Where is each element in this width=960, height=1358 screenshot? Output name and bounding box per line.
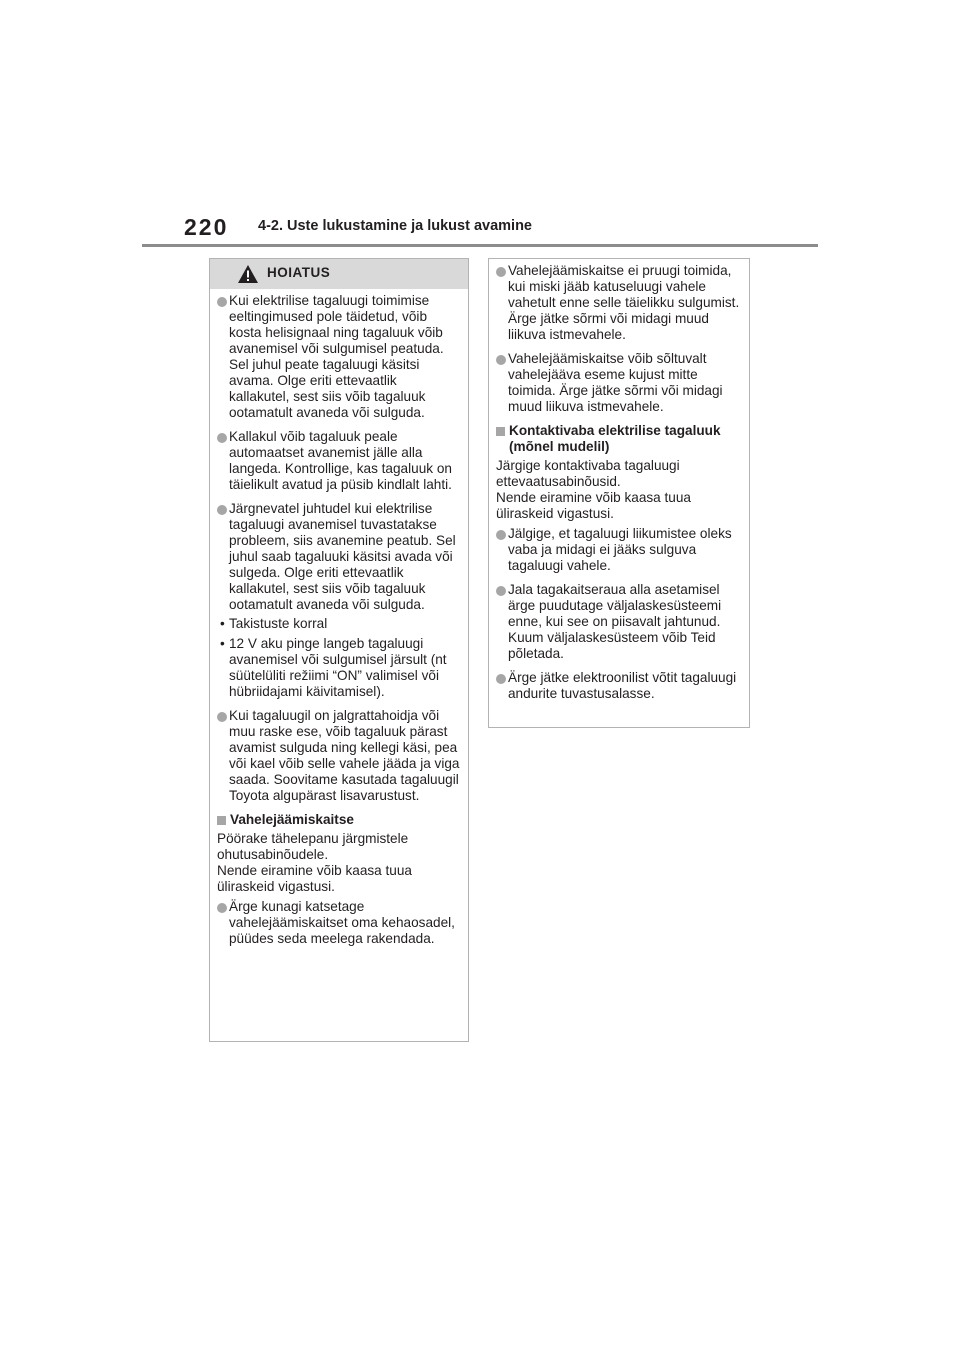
bullet-dot-icon	[496, 355, 506, 365]
section-title: 4-2. Uste lukustamine ja lukust avamine	[258, 218, 532, 234]
list-item	[496, 582, 741, 662]
list-item-text: Jala tagakaitseraua alla asetamisel ärge puudutage väljalaskesüsteemi enne, kui see on piisavalt jahtunud. Kuum väljalaskesüsteem võib Teid põletada.	[508, 582, 722, 661]
list-item	[496, 670, 741, 702]
list-item-text: Vahelejäämiskaitse ei pruugi toimida, kui miski jääb katuseluugi vahele vahetult enne selle täielikku sulgumist. Ärge jätke sõrmi või midagi muud liikuva istmevahele.	[508, 263, 740, 342]
sub-bullet-marker: •	[220, 636, 225, 651]
list-item	[496, 526, 741, 574]
bullet-dot-icon	[496, 530, 506, 540]
section-heading	[496, 423, 741, 455]
list-item-text: Ärge kunagi katsetage vahelejäämiskaitset oma kehaosadel, püüdes seda meelega rakendada.	[229, 899, 455, 946]
warning-content-left	[210, 289, 468, 947]
list-item	[217, 293, 460, 421]
list-item	[217, 501, 460, 613]
paragraph	[217, 831, 460, 895]
sub-list-item-text: 12 V aku pinge langeb tagaluugi avanemisel või sulgumisel järsult (nt süütelüliti režiimi “ON” valimisel või hübriidajami käivitamisel).	[229, 636, 447, 699]
warning-box-left	[209, 258, 469, 1042]
list-item-text: Ärge jätke elektroonilist võtit tagaluugi andurite tuvastusalasse.	[508, 670, 737, 701]
square-bullet-icon	[496, 427, 505, 436]
warning-triangle-icon	[237, 264, 259, 284]
section-heading	[217, 812, 460, 828]
list-item	[217, 429, 460, 493]
bullet-dot-icon	[496, 586, 506, 596]
paragraph-line: Pöörake tähelepanu järgmistele ohutusabinõudele.	[217, 831, 409, 862]
bullet-dot-icon	[496, 267, 506, 277]
square-bullet-icon	[217, 816, 226, 825]
warning-title: HOIATUS	[267, 265, 331, 280]
list-item	[496, 263, 741, 343]
sub-list-item	[217, 636, 460, 700]
list-item-text: Kui tagaluugil on jalgrattahoidja või muu raske ese, võib tagaluuk pärast avamist sulguda ning kellegi käsi, pea või kael võib selle vahele jääda ja viga saada. Soovitame kasutada tagaluugil Toyota algupärast lisavarustust.	[229, 708, 460, 803]
list-item	[496, 351, 741, 415]
list-item-text: Jälgige, et tagaluugi liikumistee oleks vaba ja midagi ei jääks sulguva tagaluugi vahele.	[508, 526, 732, 573]
warning-content-right	[489, 259, 749, 702]
section-heading-text: Vahelejäämiskaitse	[230, 812, 354, 827]
list-item-text: Järgnevatel juhtudel kui elektrilise tagaluugi avanemisel tuvastatakse probleem, siis avanemine peatub. Sel juhul saab tagaluuki käsitsi avada või sulgeda. Olge eriti ettevaatlik kallakutel, sest siis võib tagaluuk ootamatult avaneda või sulguda.	[229, 501, 456, 612]
header-divider	[142, 244, 818, 247]
list-item	[217, 899, 460, 947]
warning-header	[210, 259, 468, 289]
bullet-dot-icon	[217, 505, 227, 515]
bullet-dot-icon	[217, 433, 227, 443]
bullet-dot-icon	[217, 297, 227, 307]
paragraph-line: Järgige kontaktivaba tagaluugi ettevaatusabinõusid.	[496, 458, 680, 489]
list-item-text: Kallakul võib tagaluuk peale automaatset avanemist jälle alla langeda. Kontrollige, kas tagaluuk on täielikult avatud ja püsib kindlalt lahti.	[229, 429, 452, 492]
section-heading-text: Kontaktivaba elektrilise tagaluuk (mõnel mudelil)	[509, 423, 721, 454]
paragraph	[496, 458, 741, 522]
sub-bullet-marker: •	[220, 616, 225, 631]
sub-list-item	[217, 616, 460, 632]
list-item-text: Kui elektrilise tagaluugi toimimise eeltingimused pole täidetud, võib kosta helisignaal ning tagaluuk võib avanemisel või sulgumisel peatuda. Sel juhul peate tagaluugi käsitsi avama. Olge eriti ettevaatlik kallakutel, sest siis võib tagaluuk ootamatult avaneda või sulguda.	[229, 293, 444, 420]
paragraph-line: Nende eiramine võib kaasa tuua üliraskeid vigastusi.	[496, 490, 691, 521]
list-item-text: Vahelejäämiskaitse võib sõltuvalt vahelejääva eseme kujust mitte toimida. Ärge jätke sõrmi või midagi muud liikuva istmevahele.	[508, 351, 723, 414]
list-item	[217, 708, 460, 804]
paragraph-line: Nende eiramine võib kaasa tuua üliraskeid vigastusi.	[217, 863, 412, 894]
bullet-dot-icon	[496, 674, 506, 684]
bullet-dot-icon	[217, 903, 227, 913]
bullet-dot-icon	[217, 712, 227, 722]
sub-list-item-text: Takistuste korral	[229, 616, 328, 631]
warning-box-right	[488, 258, 750, 728]
page-number: 220	[184, 214, 229, 240]
